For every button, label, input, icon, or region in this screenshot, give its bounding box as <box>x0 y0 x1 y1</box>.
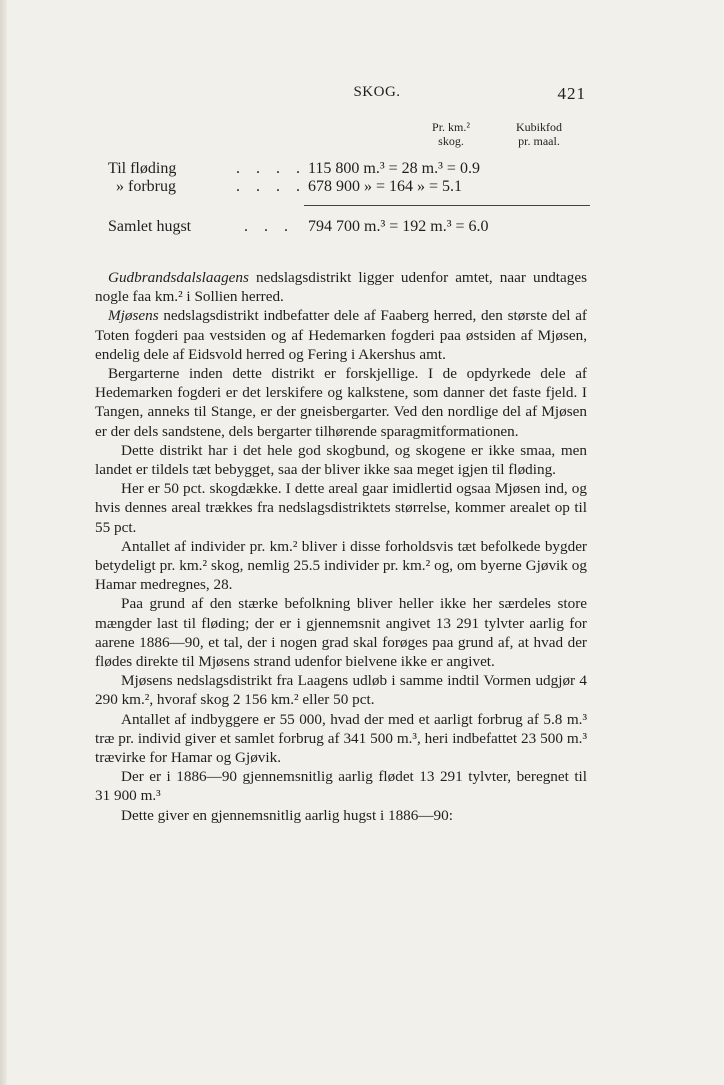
paragraph-text: nedslagsdistrikt indbefatter dele af Faaberg herred, den største del af Toten fogderi paa vestsiden og af Hedemarken fogderi paa østsiden af Mjøsen, endelig dele af Eidsvold herred og Fering i Akershus amt. <box>95 307 587 363</box>
paragraph <box>95 710 587 768</box>
paragraph <box>95 806 587 825</box>
body-text <box>95 268 587 825</box>
paragraph <box>95 537 587 595</box>
paragraph <box>95 268 587 306</box>
row-values: 115 800 m.³ = 28 m.³ = 0.9 <box>308 160 480 177</box>
row-label: Samlet hugst <box>108 218 192 235</box>
paragraph-italic-term: Mjøsens <box>108 307 159 325</box>
paragraph <box>95 594 587 671</box>
paragraph <box>95 306 587 364</box>
paragraph-text: Antallet af indbyggere er 55 000, hvad der med et aarligt forbrug af 5.8 m.³ træ pr. individ giver et samlet forbrug af 341 500 m.³, heri indbefattet 23 500 m.³ trævirke for Hamar og Gjøvik. <box>95 710 587 767</box>
paragraph-text: Bergarterne inden dette distrikt er forskjellige. I de opdyrkede dele af Hedemarken fogderi er det lerskifere og kalkstene, som danner det faste fjeld. I Tangen, anneks til Stange, er der gneisbergarter. Ved den nordlige del af Mjøsen er der dels sandstene, dels bergarter tilhørende sparagmitformationen. <box>95 365 587 440</box>
page-edge <box>0 0 7 1085</box>
row-values: 678 900 » = 164 » = 5.1 <box>308 178 463 195</box>
sum-rule <box>304 205 590 206</box>
row-values: 794 700 m.³ = 192 m.³ = 6.0 <box>308 218 489 235</box>
paragraph-text: nedslagsdistrikt ligger udenfor amtet, naar undtages nogle faa km.² i Sollien herred. <box>95 269 587 306</box>
paragraph-text: Dette giver en gjennemsnitlig aarlig hugst i 1886—90: <box>121 806 453 824</box>
paragraph-text: Mjøsens nedslagsdistrikt fra Laagens udløb i samme indtil Vormen udgjør 4 290 km.², hvoraf skog 2 156 km.² eller 50 pct. <box>95 672 587 709</box>
paragraph-text: Antallet af individer pr. km.² bliver i disse forholdsvis tæt befolkede bygder betydeligt pr. km.² skog, nemlig 25.5 individer pr. km.² og, om byerne Gjøvik og Hamar medregnes, 28. <box>95 537 587 594</box>
column-header-cubic-feet: Kubikfod pr. maal. <box>516 120 562 148</box>
row-label: » forbrug <box>116 178 176 195</box>
paragraph-text: Der er i 1886—90 gjennemsnitlig aarlig flødet 13 291 tylvter, beregnet til 31 900 m.³ <box>95 768 587 805</box>
paragraph-text: Her er 50 pct. skogdække. I dette areal gaar imidlertid ogsaa Mjøsen ind, og hvis dennes areal trækkes fra nedslagsdistriktets størrelse, kommer arealet op til 55 pct. <box>95 480 587 536</box>
paragraph <box>95 671 587 709</box>
row-leader-dots: . . . <box>244 218 294 235</box>
paragraph <box>95 441 587 479</box>
row-label: Til fløding <box>108 160 177 177</box>
row-leader-dots: . . . . <box>236 178 306 195</box>
column-header-per-km2: Pr. km.² skog. <box>432 120 470 148</box>
paragraph <box>95 767 587 805</box>
table-row <box>108 178 588 200</box>
page-title: SKOG. <box>353 84 401 100</box>
paragraph <box>95 364 587 441</box>
paragraph-text: Paa grund af den stærke befolkning bliver heller ikke her særdeles store mængder last til fløding; der er i gjennemsnit angivet 13 291 tylvter aarlig for aarene 1886—90, et tal, der i nogen grad skal forøges paa grund af, at hvad der flødes direkte til Mjøsens strand udenfor bielvene ikke er angivet. <box>95 595 587 671</box>
paragraph-text: Dette distrikt har i det hele god skogbund, og skogene er ikke smaa, men landet er tildels tæt bebygget, saa der bliver ikke saa meget igjen til fløding. <box>95 441 587 479</box>
paragraph-italic-term: Gudbrandsdalslaagens <box>108 269 249 286</box>
paragraph <box>95 479 587 537</box>
page-number: 421 <box>557 84 586 103</box>
row-leader-dots: . . . . <box>236 160 306 177</box>
table-row-total <box>108 218 588 240</box>
